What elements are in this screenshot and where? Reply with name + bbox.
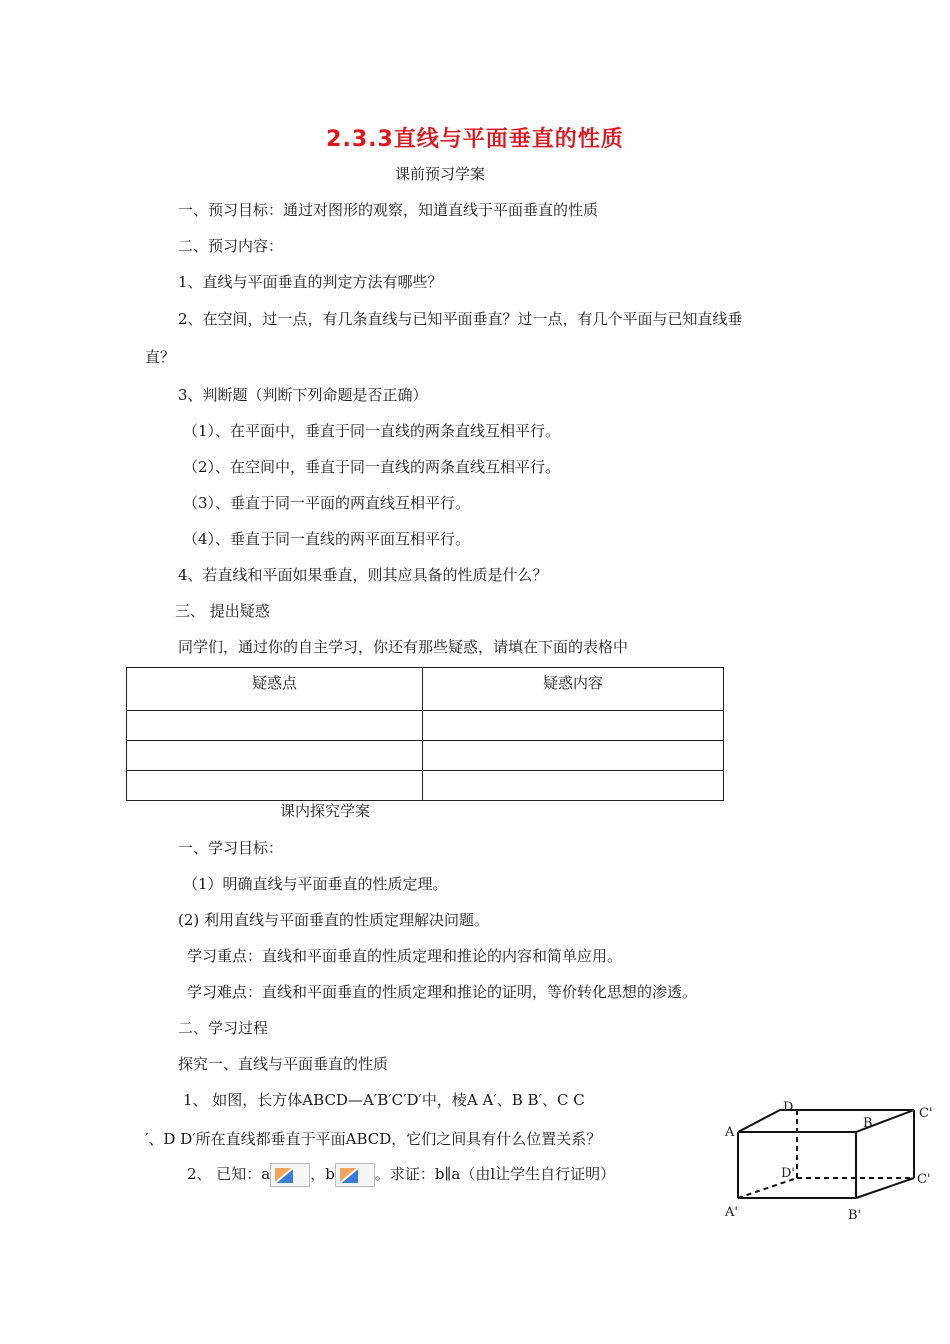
doubt-table [126, 667, 724, 801]
judge-item-1: （1）、在平面中，垂直于同一直线的两条直线互相平行。 [183, 422, 561, 440]
example-2 [187, 1163, 615, 1187]
process-label: 二、学习过程 [178, 1019, 269, 1037]
table-header-doubt-content: 疑惑内容 [423, 668, 724, 711]
example-2-suffix: 。求证：b∥a（由l让学生自行证明） [374, 1165, 616, 1183]
inclass-goal-2: (2) 利用直线与平面垂直的性质定理解决问题。 [178, 911, 490, 929]
judge-item-4: （4）、垂直于同一直线的两平面互相平行。 [183, 530, 471, 548]
question-4: 4、若直线和平面如果垂直，则其应具备的性质是什么？ [178, 566, 548, 584]
doubt-label: 三、 提出疑惑 [175, 602, 270, 620]
doubt-text: 同学们，通过你的自主学习，你还有那些疑惑，请填在下面的表格中 [178, 638, 629, 656]
table-cell[interactable] [127, 711, 423, 741]
judge-item-2: （2）、在空间中，垂直于同一直线的两条直线互相平行。 [183, 458, 561, 476]
example-2-prefix: 2、 已知：a [187, 1165, 271, 1183]
figure-label-b: B [863, 1116, 873, 1131]
inclass-heading: 课内探究学案 [280, 802, 371, 820]
cuboid-figure [720, 1095, 940, 1245]
judge-item-3: （3）、垂直于同一平面的两直线互相平行。 [183, 494, 471, 512]
key-point: 学习重点：直线和平面垂直的性质定理和推论的内容和简单应用。 [187, 947, 623, 965]
table-header-row [127, 668, 724, 711]
inclass-goal-1: （1）明确直线与平面垂直的性质定理。 [183, 875, 448, 893]
table-header-doubt-point: 疑惑点 [127, 668, 423, 711]
table-row [127, 711, 724, 741]
table-cell[interactable] [423, 711, 724, 741]
question-3: 3、判断题（判断下列命题是否正确） [178, 386, 428, 404]
formula-image-icon [270, 1163, 310, 1187]
question-2-line2: 直？ [145, 348, 176, 366]
preview-heading: 课前预习学案 [394, 165, 485, 183]
inclass-goal-label: 一、学习目标： [178, 839, 284, 857]
example-1-line2: ′、D D′所在直线都垂直于平面ABCD，它们之间具有什么位置关系？ [145, 1130, 602, 1148]
figure-label-a: A [725, 1125, 735, 1140]
table-cell[interactable] [127, 771, 423, 801]
figure-label-d: D [783, 1100, 794, 1115]
preview-content-label: 二、预习内容： [178, 237, 284, 255]
figure-label-c1: C' [917, 1172, 931, 1187]
explore-1-title: 探究一、直线与平面垂直的性质 [178, 1055, 389, 1073]
preview-goal: 一、预习目标：通过对图形的观察，知道直线于平面垂直的性质 [178, 201, 599, 219]
page-title: 2.3.3直线与平面垂直的性质 [326, 127, 624, 152]
example-2-mid: ，b [310, 1165, 335, 1183]
formula-image-icon [335, 1163, 375, 1187]
table-row [127, 741, 724, 771]
table-cell[interactable] [423, 741, 724, 771]
question-2-line1: 2、在空间，过一点，有几条直线与已知平面垂直？过一点，有几个平面与已知直线垂 [178, 310, 743, 328]
example-1-line1: 1、 如图，长方体ABCD—A′B′C′D′中，棱A A′、B B′、C C [183, 1091, 585, 1109]
table-row [127, 771, 724, 801]
figure-label-d1: D' [781, 1166, 795, 1181]
difficulty-point: 学习难点：直线和平面垂直的性质定理和推论的证明，等价转化思想的渗透。 [187, 983, 698, 1001]
question-1: 1、直线与平面垂直的判定方法有哪些？ [178, 273, 443, 291]
table-cell[interactable] [423, 771, 724, 801]
figure-label-b1: B' [848, 1208, 862, 1223]
figure-label-a1: A' [725, 1205, 738, 1220]
figure-label-c: C' [919, 1106, 933, 1121]
table-cell[interactable] [127, 741, 423, 771]
